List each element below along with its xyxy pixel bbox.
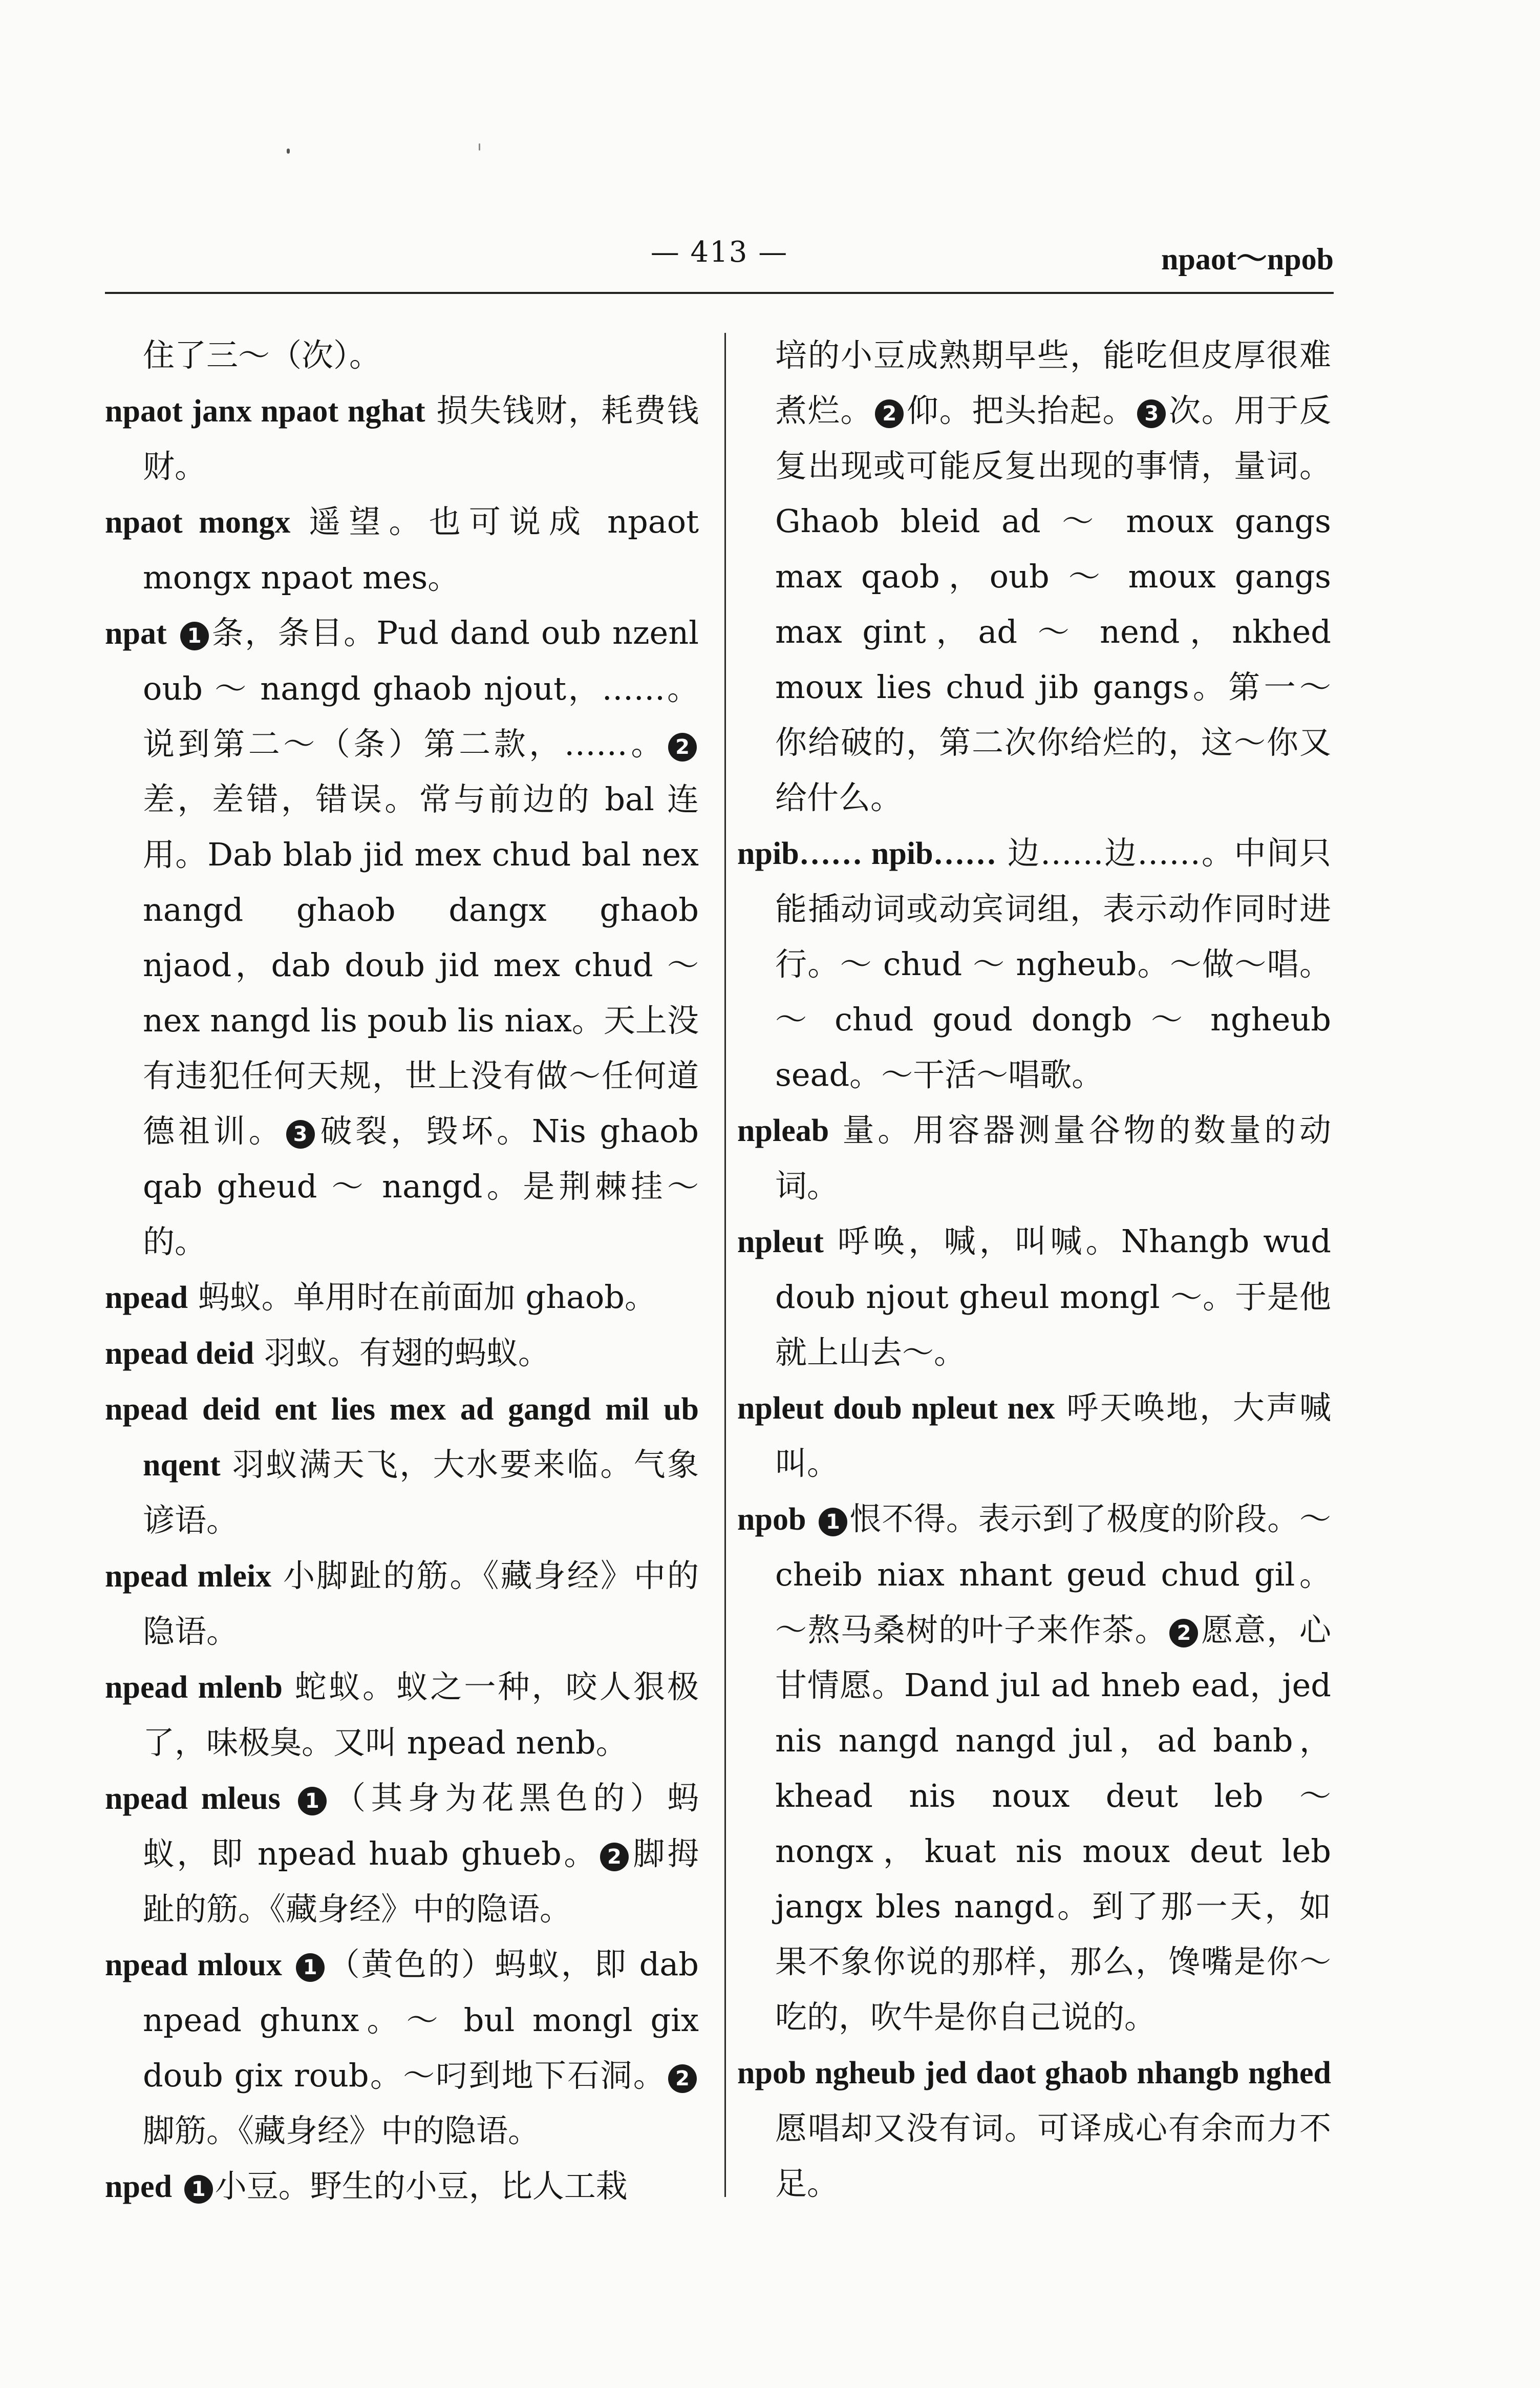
- definition: 条，条目。Pud dand oub nzenl oub ～ nangd ghaob njout，……。说到第二～（条）第二款，……。: [143, 614, 699, 763]
- scan-speck: [479, 143, 480, 151]
- headword: npead mleus: [105, 1781, 281, 1816]
- entry: [737, 2045, 1331, 2211]
- sense-number-1: 1: [298, 1787, 327, 1815]
- definition: （黄色的）蚂蚁，即 dab npead ghunx。～ bul mongl gix doub gix roub。～叼到地下石洞。: [143, 1946, 699, 2094]
- entry: [105, 2159, 699, 2214]
- headword: npead: [105, 1280, 188, 1315]
- headword: npleut: [737, 1224, 824, 1259]
- definition: 愿意，心甘情愿。Dand jul ad hneb ead，jed nis nangd nangd jul，ad banb，khead nis noux deut leb ～ nongx，kuat nis moux deut leb jangx bles nangd。到了那一天，如果不象你说的那样，那么，馋嘴是你～吃的，吹牛是你自己说的。: [775, 1611, 1331, 2036]
- entry: [105, 1659, 699, 1770]
- definition: 蚂蚁。单用时在前面加 ghaob。: [187, 1278, 656, 1316]
- definition: 次。用于反复出现或可能反复出现的事情，量词。Ghaob bleid ad ～ moux gangs max qaob，oub ～ moux gangs max gint，ad ～ nend，nkhed moux lies chud jib gangs。第一～你给破的，第二次你给烂的，这～你又给什么。: [775, 392, 1331, 816]
- definition: 脚筋。《藏身经》中的隐语。: [143, 2112, 540, 2149]
- definition: 遥望。也可说成 npaot mongx npaot mes。: [143, 503, 699, 596]
- headword: npead deid: [105, 1336, 254, 1371]
- headword: nped: [105, 2169, 172, 2204]
- sense-number-3: 3: [1137, 399, 1166, 428]
- definition: 愿唱却又没有词。可译成心有余而力不足。: [775, 2109, 1331, 2202]
- entry: [737, 826, 1331, 1103]
- headword: npead deid ent lies mex ad gangd mil ub nqent: [105, 1392, 699, 1483]
- sense-number-2: 2: [600, 1843, 629, 1871]
- sense-number-1: 1: [819, 1508, 847, 1536]
- entry: [105, 605, 699, 1270]
- sense-number-3: 3: [286, 1120, 315, 1149]
- sense-number-1: 1: [180, 622, 209, 650]
- definition: 仰。把头抬起。: [906, 392, 1136, 429]
- definition: 羽蚁。有翅的蚂蚁。: [254, 1334, 550, 1371]
- entry: [105, 383, 699, 494]
- definition: 脚拇趾的筋。《藏身经》中的隐语。: [143, 1835, 699, 1928]
- definition: 恨不得。表示到了极度的阶段。～ cheib niax nhant geud chud gil。～熬马桑树的叶子来作茶。: [775, 1500, 1331, 1649]
- entry: [105, 1770, 699, 1937]
- headword: npaot mongx: [105, 505, 291, 540]
- headword: npleut doub npleut nex: [737, 1391, 1055, 1426]
- definition: 破裂，毁坏。Nis ghaob qab gheud ～ nangd。是荆棘挂～的。: [143, 1112, 699, 1260]
- header-rule: [105, 292, 1334, 294]
- sense-number-1: 1: [296, 1953, 325, 1982]
- definition: 呼唤，喊，叫喊。Nhangb wud doub njout gheul mongl ～。于是他就上山去～。: [775, 1222, 1331, 1371]
- entry: [105, 1937, 699, 2159]
- sense-number-2: 2: [668, 2064, 697, 2093]
- headword: npat: [105, 616, 167, 651]
- sense-number-2: 2: [668, 733, 697, 762]
- entry: [105, 494, 699, 605]
- definition: （其身为花黑色的）蚂蚁，即 npead huab ghueb。: [143, 1779, 699, 1872]
- definition: 小豆。野生的小豆，比人工栽: [215, 2167, 628, 2205]
- definition: 呼天唤地，大声喊叫。: [775, 1389, 1331, 1482]
- left-column: [105, 328, 699, 2214]
- headword: npaot janx npaot nghat: [105, 394, 425, 429]
- entry: [737, 1214, 1331, 1380]
- headword: npob ngheub jed daot ghaob nhangb nghed: [737, 2056, 1331, 2090]
- sense-number-2: 2: [875, 399, 904, 428]
- entry: [105, 1548, 699, 1659]
- headword: npead mloux: [105, 1948, 282, 1982]
- headword: npib…… npib……: [737, 836, 997, 871]
- definition: 边……边……。中间只能插动词或动宾词组，表示动作同时进行。～ chud ～ ngheub。～做～唱。～ chud goud dongb ～ ngheub sead。～干活～唱歌。: [775, 834, 1331, 1093]
- running-head: npaot～npob: [1161, 242, 1334, 276]
- entry: [737, 1380, 1331, 1491]
- definition: 蛇蚁。蚁之一种，咬人狠极了，味极臭。又叫 npead nenb。: [143, 1668, 699, 1761]
- sense-number-2: 2: [1169, 1619, 1198, 1647]
- entry-text: 培的小豆成熟期早些，能吃但皮厚很难煮烂。: [775, 336, 1331, 429]
- scan-speck: [287, 149, 290, 154]
- headword: npob: [737, 1502, 806, 1537]
- entry-text: 住了三～（次）。: [143, 336, 381, 374]
- entry: [737, 1103, 1331, 1214]
- entry: [105, 1325, 699, 1381]
- definition: 差，差错，错误。常与前边的 bal 连用。Dab blab jid mex chud bal nex nangd ghaob dangx ghaob njaod，dab doub jid mex chud ～ nex nangd lis poub lis niax。天上没有违犯任何天规，世上没有做～任何道德祖训。: [143, 780, 699, 1150]
- sense-number-1: 1: [184, 2175, 213, 2204]
- headword: npead mlenb: [105, 1670, 283, 1705]
- column-divider: [724, 333, 726, 2197]
- entry: [737, 1491, 1331, 2045]
- definition: 损失钱财，耗费钱财。: [143, 392, 699, 485]
- entry: [105, 1270, 699, 1325]
- entry: [105, 1381, 699, 1548]
- definition: 量。用容器测量谷物的数量的动词。: [775, 1111, 1331, 1204]
- right-column: [737, 328, 1331, 2211]
- page-number: — 413 —: [650, 236, 788, 269]
- entry-continuation: [105, 328, 699, 383]
- definition: 羽蚁满天飞，大水要来临。气象谚语。: [143, 1446, 699, 1539]
- entry-continuation: [737, 328, 1331, 826]
- definition: 小脚趾的筋。《藏身经》中的隐语。: [143, 1557, 699, 1650]
- page-header: [105, 225, 1334, 282]
- headword: npead mleix: [105, 1559, 272, 1594]
- headword: npleab: [737, 1113, 829, 1148]
